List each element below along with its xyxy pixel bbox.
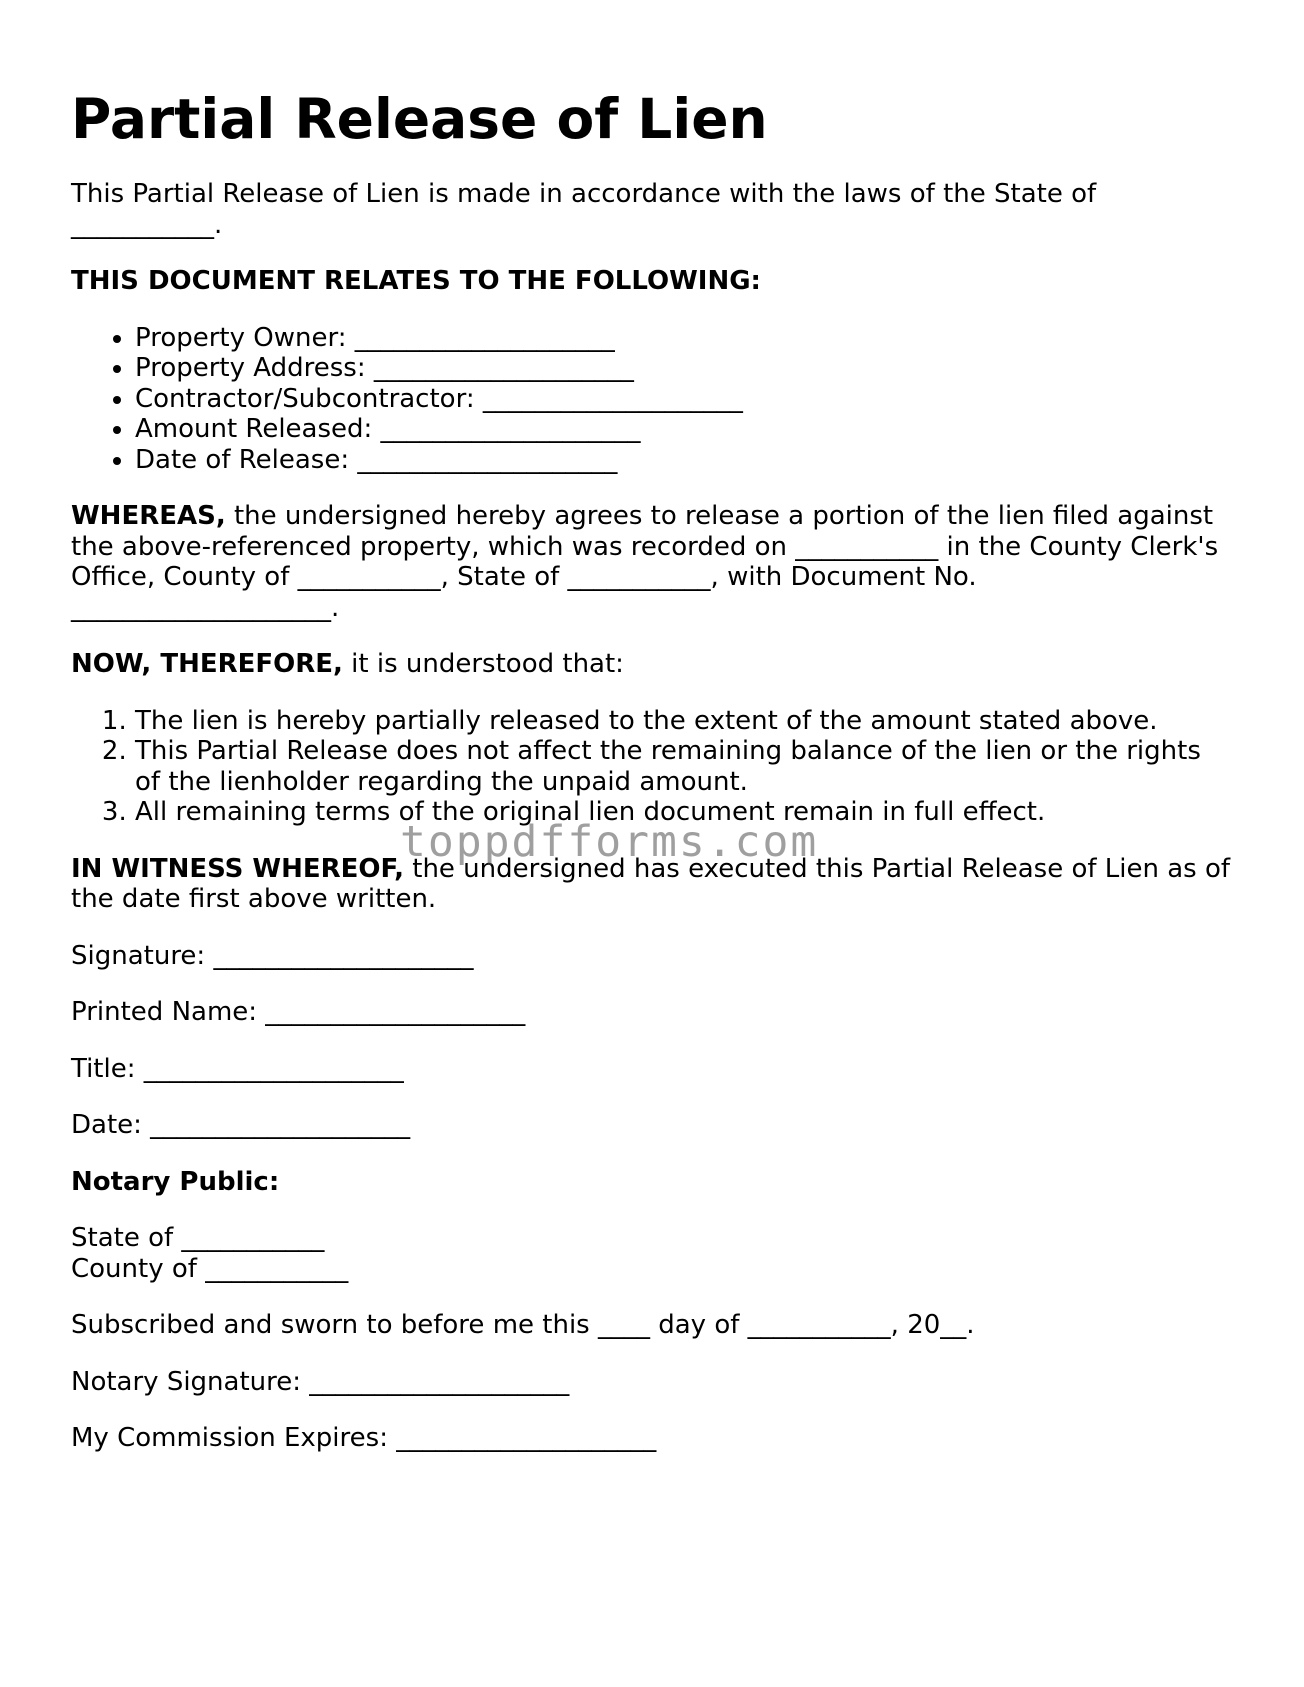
list-item: 3. All remaining terms of the original lien document remain in full effect. bbox=[135, 797, 1231, 828]
notary-county: County of ___________ bbox=[71, 1253, 349, 1284]
therefore-lead: NOW, THEREFORE, bbox=[71, 649, 343, 679]
list-item: 1. The lien is hereby partially released to the extent of the amount stated above. bbox=[135, 706, 1231, 737]
signature-field: Signature: ____________________ bbox=[71, 940, 474, 971]
notary-sworn: Subscribed and sworn to before me this ____ day of ___________, 20__. bbox=[71, 1310, 975, 1340]
list-item: • Property Owner: ____________________ bbox=[135, 323, 1231, 354]
notary-signature-field: Notary Signature: ____________________ bbox=[71, 1366, 570, 1397]
title-field: Title: ____________________ bbox=[71, 1053, 404, 1084]
document-page bbox=[71, 86, 1231, 1480]
list-item: 2. This Partial Release does not affect the remaining balance of the lien or the rights of the lienholder regarding the unpaid amount. bbox=[135, 736, 1231, 797]
witness-paragraph bbox=[71, 854, 1231, 915]
list-item: • Amount Released: ____________________ bbox=[135, 414, 1231, 445]
date-field: Date: ____________________ bbox=[71, 1110, 411, 1140]
watermark: toppdfforms.com bbox=[400, 817, 819, 867]
witness-text: the undersigned has executed this Partial Release of Lien as of the date first above written. bbox=[71, 853, 1231, 914]
terms-list bbox=[71, 706, 1231, 828]
whereas-lead: WHEREAS, bbox=[71, 501, 226, 531]
relates-heading: THIS DOCUMENT RELATES TO THE FOLLOWING: bbox=[71, 266, 761, 296]
intro-paragraph: This Partial Release of Lien is made in accordance with the laws of the State of ___________. bbox=[71, 179, 1097, 240]
list-item: • Date of Release: ____________________ bbox=[135, 445, 1231, 476]
document-title: Partial Release of Lien bbox=[71, 87, 768, 151]
printed-name-field: Printed Name: ____________________ bbox=[71, 997, 526, 1027]
list-item: • Property Address: ____________________ bbox=[135, 353, 1231, 384]
therefore-text: it is understood that: bbox=[342, 649, 624, 679]
commission-expires-field: My Commission Expires: ____________________ bbox=[71, 1423, 657, 1453]
witness-lead: IN WITNESS WHEREOF, bbox=[71, 853, 404, 884]
list-item: • Contractor/Subcontractor: ____________________ bbox=[135, 384, 1231, 415]
notary-heading: Notary Public: bbox=[71, 1166, 280, 1197]
therefore-paragraph bbox=[71, 649, 1231, 680]
parties-list bbox=[71, 323, 1231, 476]
whereas-paragraph bbox=[71, 501, 1231, 623]
whereas-text: the undersigned hereby agrees to release a portion of the lien filed against the above-referenced property, which was recorded on ___________ in the County Clerk's Office, County of ___________, State of ___________, with Document No. ____________________. bbox=[71, 501, 1219, 623]
notary-state: State of ___________ bbox=[71, 1223, 325, 1253]
